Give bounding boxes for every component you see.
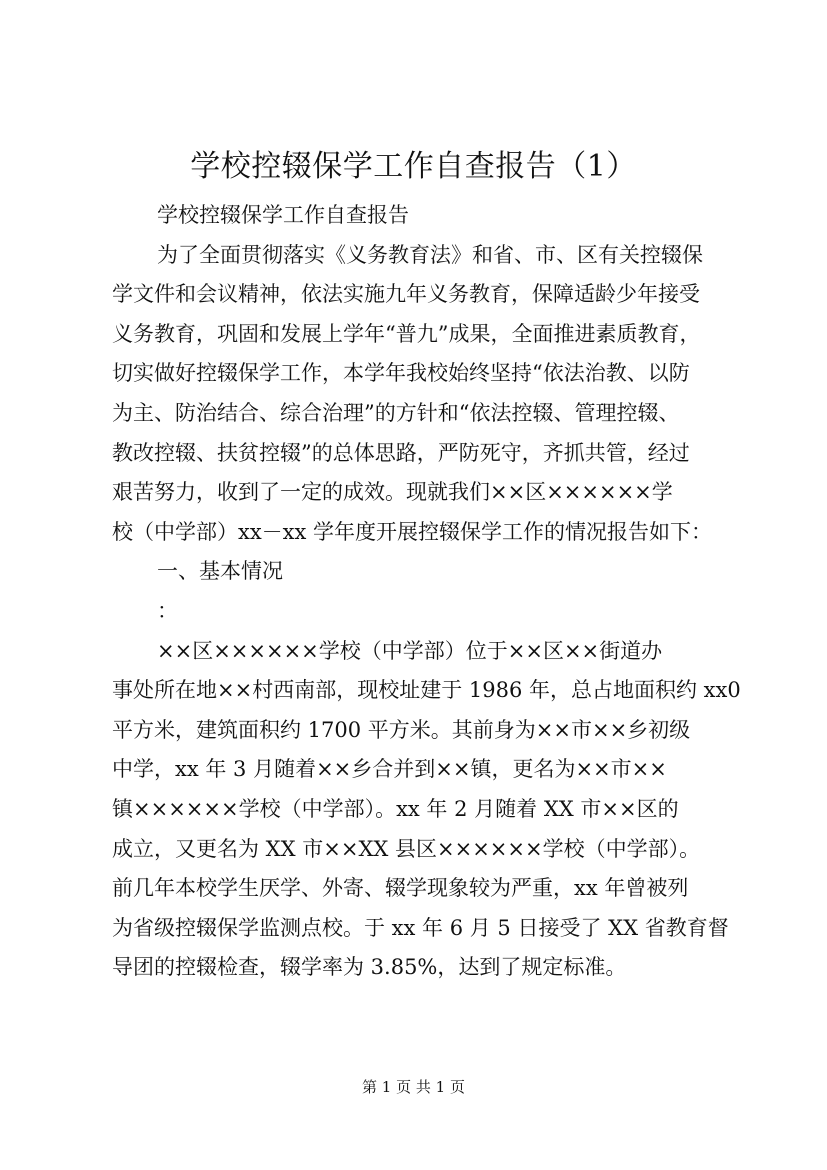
body-line: ：	[157, 598, 178, 623]
body-line: 事处所在地××村西南部，现校址建于 1986 年，总占地面积约 xx0	[112, 678, 741, 703]
body-line: 教改控辍、扶贫控辍”的总体思路，严防死守，齐抓共管，经过	[112, 440, 690, 465]
body-line: ××区××××××学校（中学部）位于××区××街道办	[157, 638, 663, 663]
section-heading: 一、基本情况	[157, 559, 283, 584]
body-line: 校（中学部）xx－xx 学年度开展控辍保学工作的情况报告如下：	[112, 519, 713, 544]
body-line: 镇××××××学校（中学部）。xx 年 2 月随着 XX 市××区的	[112, 796, 679, 821]
body-line: 平方米，建筑面积约 1700 平方米。其前身为××市××乡初级	[112, 717, 691, 742]
body-line: 为省级控辍保学监测点校。于 xx 年 6 月 5 日接受了 XX 省教育督	[112, 915, 729, 940]
body-line-subtitle: 学校控辍保学工作自查报告	[157, 203, 409, 227]
body-line: 切实做好控辍保学工作，本学年我校始终坚持“依法治教、以防	[112, 361, 690, 386]
body-line: 为主、防治结合、综合治理”的方针和“依法控辍、管理控辍、	[112, 400, 680, 425]
body-line: 学文件和会议精神，依法实施九年义务教育，保障适龄少年接受	[112, 282, 700, 307]
document-title: 学校控辍保学工作自查报告（1）	[190, 149, 637, 184]
document-body	[112, 196, 742, 988]
page-footer: 第 1 页 共 1 页	[362, 1078, 465, 1096]
body-line: 导团的控辍检查，辍学率为 3.85%，达到了规定标准。	[112, 955, 627, 980]
body-line: 中学，xx 年 3 月随着××乡合并到××镇，更名为××市××	[112, 757, 667, 782]
body-line: 义务教育，巩固和发展上学年“普九”成果，全面推进素质教育，	[112, 321, 701, 346]
body-line: 前几年本校学生厌学、外寄、辍学现象较为严重，xx 年曾被列	[112, 876, 689, 901]
body-line: 艰苦努力，收到了一定的成效。现就我们××区××××××学	[112, 480, 673, 505]
body-line: 为了全面贯彻落实《义务教育法》和省、市、区有关控辍保	[157, 242, 703, 267]
body-line: 成立，又更名为 XX 市××XX 县区××××××学校（中学部）。	[112, 836, 701, 861]
